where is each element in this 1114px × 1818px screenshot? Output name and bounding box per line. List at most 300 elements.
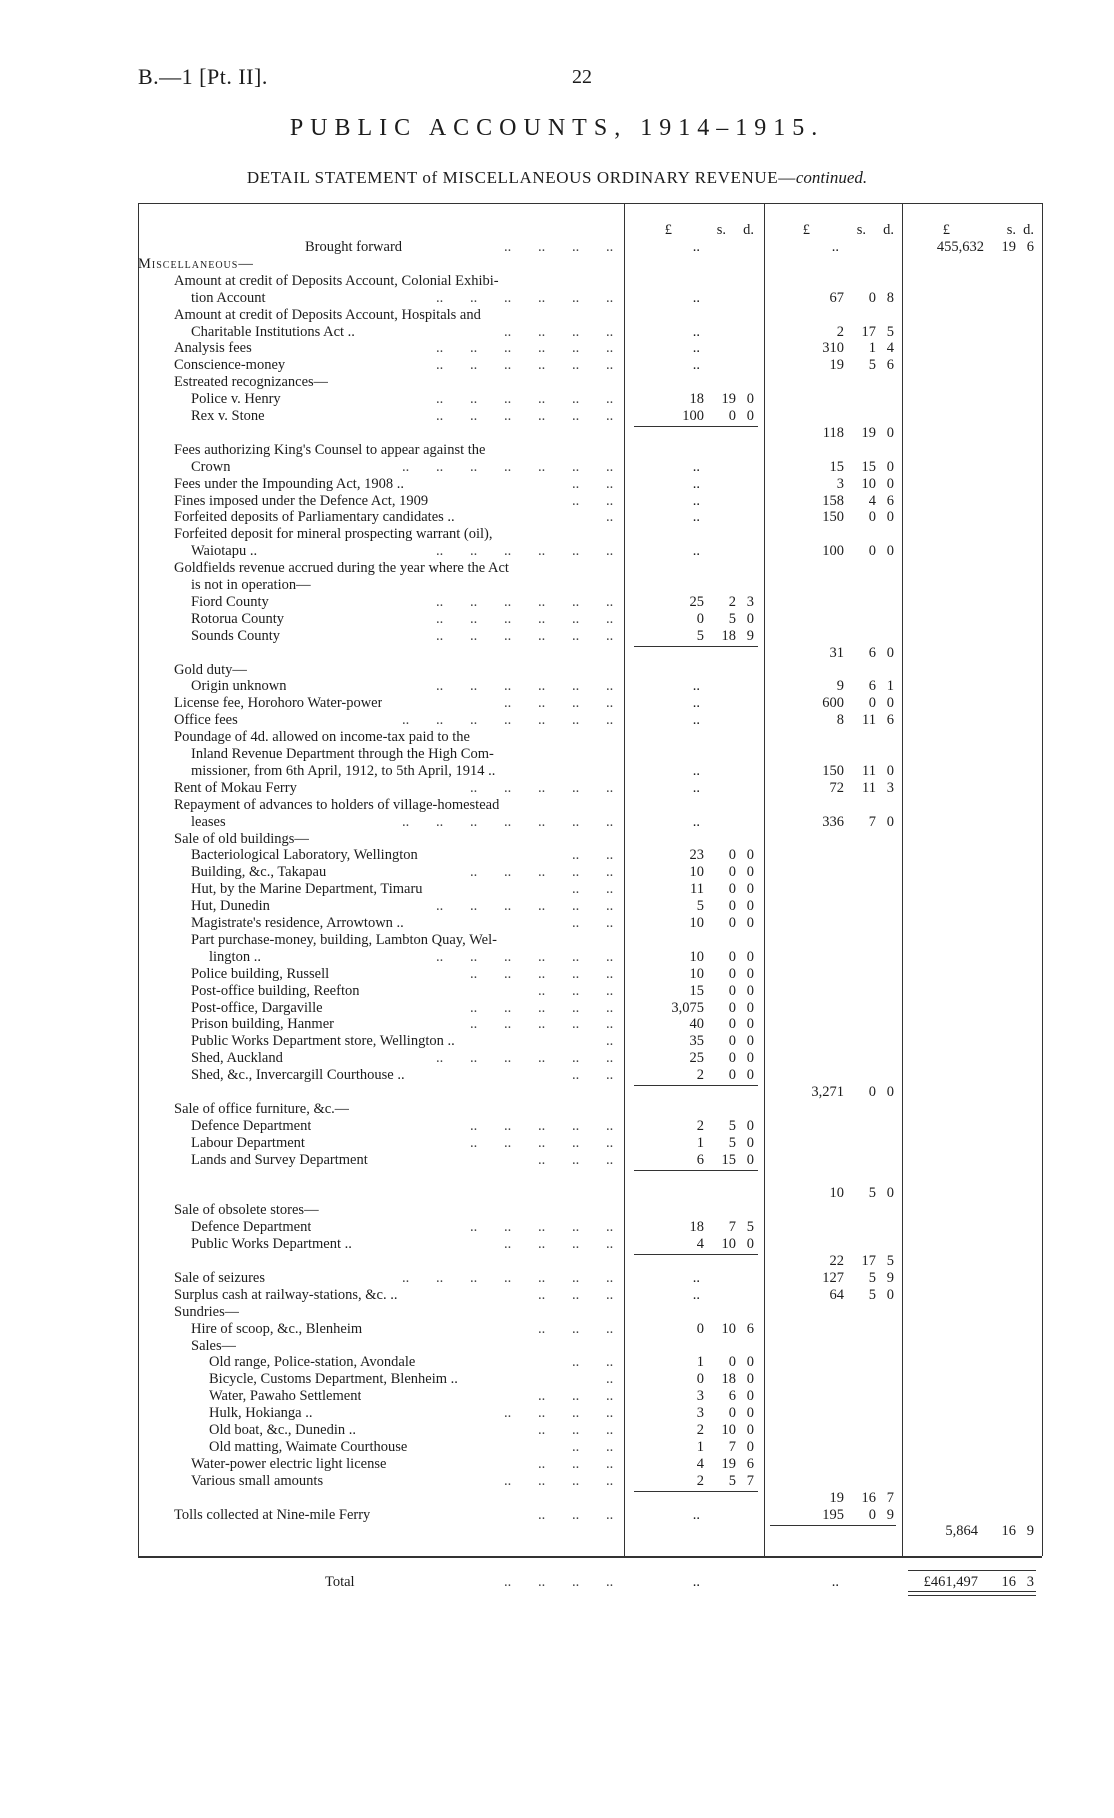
leader-dots: .. — [538, 340, 546, 357]
pence-value: 9 — [886, 1506, 894, 1523]
pounds-value: 195 — [822, 1506, 844, 1523]
amount-column-2 — [764, 493, 902, 510]
shillings-value: 5 — [868, 1269, 876, 1286]
leader-dots: .. — [606, 1388, 614, 1405]
leader-dots: .. — [606, 1472, 614, 1489]
pounds-value: 10 — [689, 948, 704, 965]
table-row — [0, 1338, 1114, 1355]
table-row — [0, 1236, 1114, 1253]
leader-dots: .. — [504, 340, 512, 357]
row-description: Rex v. Stone — [191, 408, 265, 424]
leader-dots: .. — [504, 1472, 512, 1489]
pounds-value: 19 — [829, 357, 844, 374]
shillings-value: 10 — [721, 1236, 736, 1253]
leader-dots: .. — [538, 543, 546, 560]
leader-dots: .. — [572, 1438, 580, 1455]
row-description: Defence Department — [191, 1117, 312, 1134]
shillings-value: 17 — [861, 1253, 876, 1269]
amount-column-2 — [764, 1574, 902, 1591]
pounds-value: 25 — [689, 1050, 704, 1067]
leader-dots: .. — [606, 1151, 614, 1168]
pounds-value: 64 — [829, 1286, 844, 1303]
leader-dots: .. — [470, 1219, 478, 1236]
amount-column-2 — [764, 425, 902, 442]
shillings-value: 11 — [862, 762, 876, 779]
leader-dots: .. — [606, 1050, 614, 1067]
leader-dots: .. — [572, 1472, 580, 1489]
leader-dots: .. — [572, 289, 580, 306]
pounds-value: 5 — [696, 898, 704, 915]
table-row — [0, 324, 1114, 341]
leader-dots: .. — [572, 1067, 580, 1084]
row-description: Fees under the Impounding Act, 1908 .. — [174, 475, 404, 492]
leader-dots: .. — [606, 1269, 614, 1286]
shillings-value: 19 — [1001, 239, 1016, 255]
amount-column-2 — [764, 239, 902, 256]
table-row — [0, 966, 1114, 983]
shillings-value: 0 — [728, 915, 736, 931]
table-row — [0, 1101, 1114, 1118]
row-description: Goldfields revenue accrued during the year where the Act — [174, 560, 509, 577]
leader-dots: .. — [606, 593, 614, 610]
pence-value: 7 — [886, 1489, 894, 1506]
leader-dots: .. — [538, 999, 546, 1016]
pence-value: 5 — [886, 323, 894, 340]
leader-dots: .. — [436, 543, 444, 560]
row-description: Hire of scoop, &c., Blenheim — [191, 1320, 363, 1337]
leader-dots: .. — [470, 864, 478, 881]
row-description: Forfeited deposit for mineral prospecting warrant (oil), — [174, 526, 493, 543]
leader-dots: .. — [606, 1455, 614, 1472]
leader-dots: .. — [606, 1016, 614, 1033]
pounds-value: 10 — [829, 1185, 844, 1202]
amount-column-2 — [764, 780, 902, 797]
ditto-dots: .. — [692, 458, 700, 475]
shillings-value: 0 — [868, 1084, 876, 1100]
pounds-value: 11 — [690, 881, 704, 898]
leader-dots: .. — [606, 627, 614, 644]
shillings-value: 11 — [862, 779, 876, 796]
shillings-value: 10 — [721, 1422, 736, 1438]
leader-dots: .. — [572, 999, 580, 1016]
leader-dots: .. — [572, 458, 580, 475]
pence-value: 0 — [886, 509, 894, 526]
row-description: Surplus cash at railway-stations, &c. .. — [174, 1286, 398, 1303]
pence-header: d. — [743, 222, 754, 238]
row-description: License fee, Horohoro Water-power — [174, 695, 383, 712]
leader-dots: .. — [538, 1286, 546, 1303]
leader-dots: .. — [572, 712, 580, 729]
leader-dots: .. — [538, 627, 546, 644]
leader-dots: .. — [538, 408, 546, 424]
row-description: Defence Department — [191, 1219, 312, 1236]
leader-dots: .. — [606, 458, 614, 475]
shillings-value: 6 — [728, 1388, 736, 1405]
shillings-value: 10 — [721, 1320, 736, 1337]
leader-dots: .. — [470, 1134, 478, 1151]
table-row — [0, 1169, 1114, 1186]
leader-dots: .. — [606, 391, 614, 408]
table-row — [0, 611, 1114, 628]
pence-value: 8 — [886, 289, 894, 306]
pence-value: 0 — [886, 458, 894, 475]
leader-dots: .. — [538, 864, 546, 881]
leader-dots: .. — [538, 712, 546, 729]
amount-column-1 — [624, 864, 764, 881]
leader-dots: .. — [606, 864, 614, 881]
leader-dots: .. — [606, 999, 614, 1016]
amount-column-2 — [764, 814, 902, 831]
leader-dots: .. — [470, 813, 478, 830]
shillings-value: 0 — [728, 965, 736, 982]
pounds-value: 0 — [696, 610, 704, 627]
leader-dots: .. — [572, 1219, 580, 1236]
shillings-value: 0 — [728, 1354, 736, 1371]
total-box-top — [908, 1570, 1036, 1571]
row-description: Inland Revenue Department through the High Com- — [191, 746, 494, 762]
leader-dots: .. — [538, 965, 546, 982]
pounds-value: 455,632 — [936, 239, 984, 255]
shillings-value: 0 — [868, 509, 876, 526]
leader-dots: .. — [470, 408, 478, 424]
pence-value: 0 — [886, 813, 894, 830]
leader-dots: .. — [606, 881, 614, 898]
pounds-value: 10 — [689, 864, 704, 881]
leader-dots: .. — [572, 864, 580, 881]
ditto-dots: .. — [831, 239, 839, 255]
leader-dots: .. — [470, 340, 478, 357]
pounds-value: 8 — [836, 712, 844, 729]
leader-dots: .. — [572, 1422, 580, 1438]
amount-column-1 — [624, 459, 764, 476]
pence-value: 3 — [746, 593, 754, 610]
table-row — [0, 763, 1114, 780]
table-row — [0, 949, 1114, 966]
shillings-value: 7 — [728, 1219, 736, 1236]
leader-dots: .. — [504, 712, 512, 729]
leader-dots: .. — [538, 1388, 546, 1405]
amount-column-1 — [624, 1388, 764, 1405]
shillings-value: 4 — [868, 492, 876, 509]
row-description: Hut, Dunedin — [191, 898, 270, 915]
shillings-value: 19 — [721, 391, 736, 408]
leader-dots: .. — [504, 779, 512, 796]
leader-dots: .. — [436, 357, 444, 374]
table-row — [0, 1033, 1114, 1050]
pence-header: d. — [1023, 222, 1034, 238]
pounds-value: 67 — [829, 289, 844, 306]
pence-value: 6 — [886, 357, 894, 374]
table-row — [0, 1202, 1114, 1219]
pounds-value: 19 — [829, 1489, 844, 1506]
pence-value: 9 — [886, 1269, 894, 1286]
table-row — [0, 983, 1114, 1000]
amount-column-1 — [624, 1236, 764, 1253]
document-reference: B.—1 [Pt. II]. — [138, 64, 268, 89]
pounds-value: 22 — [829, 1253, 844, 1269]
row-description: Old range, Police-station, Avondale — [209, 1354, 416, 1371]
shillings-value: 10 — [861, 475, 876, 492]
table-row — [0, 1185, 1114, 1202]
table-row — [0, 864, 1114, 881]
shillings-header: s. — [716, 222, 726, 238]
table-row — [0, 408, 1114, 425]
amount-column-1 — [624, 1000, 764, 1017]
leader-dots: .. — [606, 1067, 614, 1084]
row-description: Shed, Auckland — [191, 1050, 283, 1067]
leader-dots: .. — [470, 712, 478, 729]
leader-dots: .. — [470, 948, 478, 965]
leader-dots: .. — [436, 391, 444, 408]
pounds-value: 25 — [689, 593, 704, 610]
shillings-value: 0 — [728, 982, 736, 999]
pence-value: 0 — [746, 1371, 754, 1388]
leader-dots: .. — [504, 864, 512, 881]
leader-dots: .. — [470, 391, 478, 408]
shillings-value: 11 — [862, 712, 876, 729]
pence-value: 0 — [746, 948, 754, 965]
pounds-value: 4 — [696, 1236, 704, 1253]
pence-value: 0 — [746, 1016, 754, 1033]
table-row — [0, 712, 1114, 729]
table-row — [0, 814, 1114, 831]
row-description: Magistrate's residence, Arrowtown .. — [191, 915, 404, 931]
amount-column-2 — [764, 290, 902, 307]
amount-column-1 — [624, 1439, 764, 1456]
ditto-dots: .. — [692, 813, 700, 830]
row-description: Bicycle, Customs Department, Blenheim .. — [209, 1371, 458, 1388]
leader-dots: .. — [606, 1354, 614, 1371]
shillings-value: 0 — [728, 1067, 736, 1084]
leader-dots: .. — [606, 543, 614, 560]
row-description: Various small amounts — [191, 1472, 324, 1489]
table-row — [0, 493, 1114, 510]
table-row — [0, 1287, 1114, 1304]
leader-dots: .. — [538, 695, 546, 712]
row-description: tion Account — [191, 289, 266, 306]
shillings-value: 6 — [868, 644, 876, 661]
leader-dots: .. — [572, 627, 580, 644]
pence-value: 3 — [1026, 1574, 1034, 1591]
pence-value: 0 — [746, 915, 754, 931]
shillings-value: 7 — [868, 813, 876, 830]
shillings-value: 16 — [861, 1489, 876, 1506]
row-description: Office fees — [174, 712, 238, 729]
amount-column-1 — [624, 1422, 764, 1439]
leader-dots: .. — [436, 289, 444, 306]
pence-value: 6 — [886, 492, 894, 509]
shillings-value: 1 — [868, 340, 876, 357]
shillings-value: 5 — [868, 1185, 876, 1202]
shillings-value: 0 — [728, 864, 736, 881]
leader-dots: .. — [436, 712, 444, 729]
pence-value: 0 — [746, 864, 754, 881]
table-row — [0, 1084, 1114, 1101]
pounds-value: 10 — [689, 915, 704, 931]
row-description: Police v. Henry — [191, 391, 281, 408]
row-description: Crown — [191, 458, 231, 475]
ditto-dots: .. — [692, 323, 700, 340]
table-row — [0, 1219, 1114, 1236]
table-row — [0, 1270, 1114, 1287]
amount-column-2 — [764, 459, 902, 476]
amount-column-2 — [764, 324, 902, 341]
table-row — [0, 560, 1114, 577]
leader-dots: .. — [606, 323, 614, 340]
leader-dots: .. — [572, 610, 580, 627]
leader-dots: .. — [538, 1219, 546, 1236]
row-description: Public Works Department store, Wellington .. — [191, 1033, 455, 1050]
shillings-value: 0 — [728, 408, 736, 424]
row-description: Miscellaneous— — [138, 255, 254, 272]
leader-dots: .. — [402, 712, 410, 729]
table-row — [0, 1354, 1114, 1371]
leader-dots: .. — [572, 1455, 580, 1472]
pounds-value: 100 — [822, 543, 844, 560]
shillings-value: 0 — [868, 1506, 876, 1523]
row-description: Old matting, Waimate Courthouse — [209, 1438, 408, 1455]
row-description: Lands and Survey Department — [191, 1151, 368, 1168]
leader-dots: .. — [504, 1117, 512, 1134]
amount-column-1 — [624, 391, 764, 408]
row-description: Bacteriological Laboratory, Wellington — [191, 847, 418, 864]
leader-dots: .. — [402, 813, 410, 830]
leader-dots: .. — [538, 948, 546, 965]
table-row — [0, 780, 1114, 797]
ditto-dots: .. — [692, 1286, 700, 1303]
shillings-value: 0 — [728, 1033, 736, 1050]
leader-dots: .. — [572, 1286, 580, 1303]
pounds-value: 3 — [696, 1388, 704, 1405]
row-description: Waiotapu .. — [191, 543, 258, 560]
leader-dots: .. — [606, 1371, 614, 1388]
shillings-value: 0 — [728, 1016, 736, 1033]
leader-dots: .. — [572, 965, 580, 982]
pounds-value: 150 — [822, 762, 844, 779]
pence-value: 0 — [746, 1134, 754, 1151]
pence-value: 0 — [886, 644, 894, 661]
leader-dots: .. — [572, 948, 580, 965]
row-description: Sales— — [191, 1337, 237, 1354]
amount-column-1 — [624, 1371, 764, 1388]
amount-column-1 — [624, 290, 764, 307]
amount-column-1 — [624, 324, 764, 341]
row-description: Repayment of advances to holders of village-homestead — [174, 796, 500, 813]
pence-value: 0 — [886, 762, 894, 779]
total-underline — [908, 1595, 1036, 1596]
row-description: Sundries— — [174, 1303, 240, 1320]
row-description: Analysis fees — [174, 340, 252, 357]
amount-column-1 — [624, 1473, 764, 1490]
table-row — [0, 1000, 1114, 1017]
row-description: missioner, from 6th April, 1912, to 5th April, 1914 .. — [191, 762, 496, 779]
pounds-value: 3 — [696, 1405, 704, 1422]
row-description: Sounds County — [191, 627, 281, 644]
amount-column-2 — [764, 712, 902, 729]
shillings-value: 0 — [728, 847, 736, 864]
shillings-value: 0 — [728, 999, 736, 1016]
leader-dots: .. — [538, 898, 546, 915]
ditto-dots: .. — [692, 289, 700, 306]
leader-dots: .. — [436, 813, 444, 830]
leader-dots: .. — [504, 948, 512, 965]
pounds-value: 1 — [696, 1438, 704, 1455]
row-description: Building, &c., Takapau — [191, 864, 327, 881]
row-description: Fines imposed under the Defence Act, 1909 — [174, 492, 429, 509]
shillings-value: 7 — [728, 1438, 736, 1455]
pounds-value: 9 — [836, 678, 844, 695]
amount-column-2 — [764, 1490, 902, 1507]
amount-column-1 — [624, 1405, 764, 1422]
leader-dots: .. — [572, 1134, 580, 1151]
leader-dots: .. — [504, 239, 512, 255]
pounds-value: 3,075 — [671, 999, 704, 1016]
pence-value: 0 — [746, 881, 754, 898]
row-description: Police building, Russell — [191, 965, 330, 982]
leader-dots: .. — [606, 915, 614, 931]
leader-dots: .. — [572, 695, 580, 712]
amount-column-2 — [764, 543, 902, 560]
leader-dots: .. — [504, 357, 512, 374]
leader-dots: .. — [572, 678, 580, 695]
table-row — [0, 1304, 1114, 1321]
amount-column-2 — [764, 1253, 902, 1270]
shillings-value: 0 — [868, 695, 876, 712]
amount-column-3 — [902, 1574, 1042, 1591]
pence-value: 3 — [886, 779, 894, 796]
leader-dots: .. — [470, 289, 478, 306]
amount-column-1 — [624, 695, 764, 712]
row-description: Fiord County — [191, 593, 269, 610]
row-description: Brought forward — [305, 239, 403, 255]
pounds-value: 336 — [822, 813, 844, 830]
shillings-value: 17 — [861, 323, 876, 340]
leader-dots: .. — [572, 982, 580, 999]
table-row — [0, 1473, 1114, 1490]
table-row — [0, 645, 1114, 662]
pence-value: 0 — [746, 982, 754, 999]
table-row — [0, 526, 1114, 543]
leader-dots: .. — [470, 1050, 478, 1067]
pence-value: 6 — [886, 712, 894, 729]
subtitle-main: DETAIL STATEMENT of MISCELLANEOUS ORDINARY REVENUE— — [246, 168, 796, 187]
leader-dots: .. — [538, 239, 546, 255]
leader-dots: .. — [572, 898, 580, 915]
leader-dots: .. — [538, 1151, 546, 1168]
table-row — [0, 1557, 1114, 1574]
row-description: Sale of office furniture, &c.— — [174, 1100, 350, 1117]
ditto-dots: .. — [831, 1574, 839, 1591]
shillings-value: 16 — [1001, 1574, 1016, 1591]
amount-column-1 — [624, 611, 764, 628]
leader-dots: .. — [572, 1405, 580, 1422]
pounds-value: 18 — [689, 391, 704, 408]
total-row — [0, 1574, 1114, 1591]
pounds-value: 3,271 — [811, 1084, 844, 1100]
shillings-header: s. — [856, 222, 866, 238]
table-row — [0, 1507, 1114, 1524]
leader-dots: .. — [504, 408, 512, 424]
shillings-value: 5 — [728, 1472, 736, 1489]
leader-dots: .. — [606, 289, 614, 306]
amount-column-2 — [764, 1270, 902, 1287]
pence-value: 7 — [746, 1472, 754, 1489]
leader-dots: .. — [606, 678, 614, 695]
ditto-dots: .. — [692, 695, 700, 712]
leader-dots: .. — [606, 610, 614, 627]
leader-dots: .. — [538, 982, 546, 999]
row-description: Gold duty— — [174, 661, 247, 678]
